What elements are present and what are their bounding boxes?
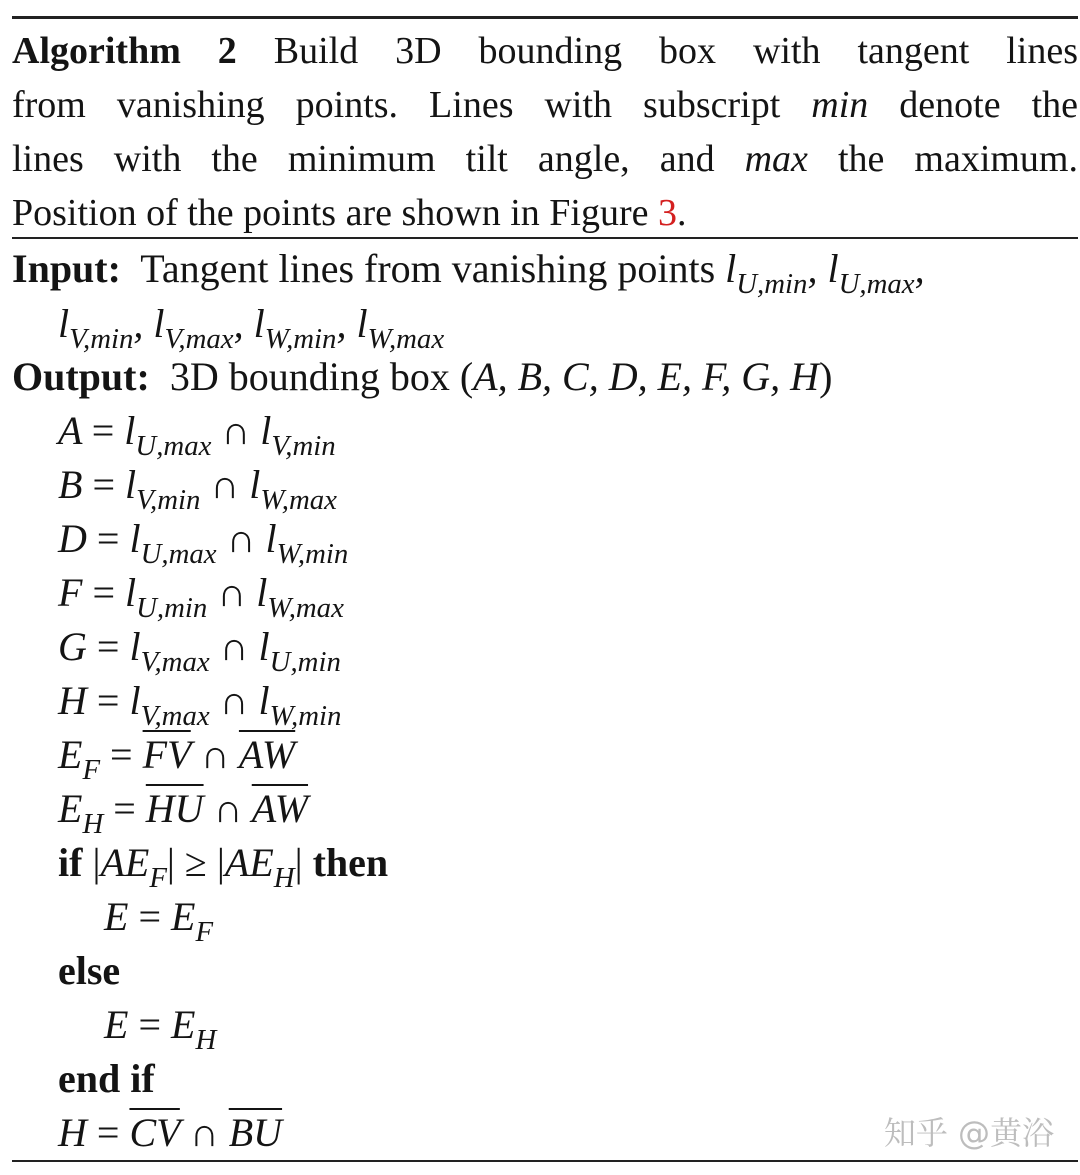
- min-word: min: [811, 84, 869, 126]
- if-keyword: if: [58, 840, 83, 885]
- algorithm-label: Algorithm 2: [12, 30, 237, 72]
- input-text: Tangent lines from vanishing points: [140, 246, 716, 291]
- stmt-endif: [58, 1054, 155, 1104]
- stmt-if: if $|AE_F| \ge |AE_H|$ then: [58, 840, 389, 894]
- caption-line-2a: from vanishing points. Lines with subscript: [12, 84, 812, 126]
- max-word: max: [744, 138, 808, 180]
- output-line: Output: 3D bounding box (A, B, C, D, E, F, G, H): [12, 354, 833, 399]
- stmt-eh: $E_H = \overline{HU}$ ∩ $\overline{AW}$: [58, 786, 309, 840]
- zhihu-watermark: 知乎 @黄浴: [883, 1114, 1054, 1152]
- stmt-else: [58, 946, 120, 996]
- middle-rule: [12, 237, 1078, 239]
- else-keyword: else: [58, 948, 121, 993]
- stmt-g: $G = l_{V,max}$ ∩ $l_{U,min}$: [58, 624, 341, 678]
- bottom-rule: [12, 1160, 1078, 1162]
- caption-line-3b: the maximum.: [807, 138, 1078, 180]
- endif-keyword: end if: [58, 1056, 155, 1101]
- algorithm-caption: [12, 24, 1078, 240]
- figure-reference-link[interactable]: 3: [657, 192, 677, 234]
- stmt-h-final: $H = \overline{CV}$ ∩ $\overline{BU}$: [58, 1110, 283, 1155]
- input-line-cont: $l_{V,min}$, $l_{V,max}$, $l_{W,min}$, $l_{W,max}$: [58, 301, 445, 355]
- stmt-d: $D = l_{U,max}$ ∩ $l_{W,min}$: [58, 516, 349, 570]
- stmt-a: $A = l_{U,max}$ ∩ $l_{V,min}$: [58, 408, 336, 462]
- input-label: Input:: [12, 246, 121, 291]
- output-label: Output:: [12, 354, 150, 399]
- stmt-ef: $E_F = \overline{FV}$ ∩ $\overline{AW}$: [58, 732, 296, 786]
- caption-line-4b: .: [676, 192, 687, 234]
- stmt-e-ef: $E = E_F$: [104, 894, 214, 948]
- caption-line-2b: denote the: [868, 84, 1079, 126]
- stmt-e-eh: $E = E_H$: [104, 1002, 217, 1056]
- stmt-b: $B = l_{V,min}$ ∩ $l_{W,max}$: [58, 462, 337, 516]
- input-line: Input: Tangent lines from vanishing points $l_{U,min}$, $l_{U,max}$,: [12, 246, 925, 300]
- caption-line-1: Build 3D bounding box with tangent lines: [273, 30, 1078, 72]
- stmt-h: $H = l_{V,max}$ ∩ $l_{W,min}$: [58, 678, 342, 732]
- top-rule: [12, 16, 1078, 19]
- output-text: 3D bounding box: [169, 354, 450, 399]
- then-keyword: then: [312, 840, 389, 885]
- caption-line-4a: Position of the points are shown in Figure: [12, 192, 658, 234]
- caption-line-3a: lines with the minimum tilt angle, and: [12, 138, 745, 180]
- stmt-f: $F = l_{U,min}$ ∩ $l_{W,max}$: [58, 570, 344, 624]
